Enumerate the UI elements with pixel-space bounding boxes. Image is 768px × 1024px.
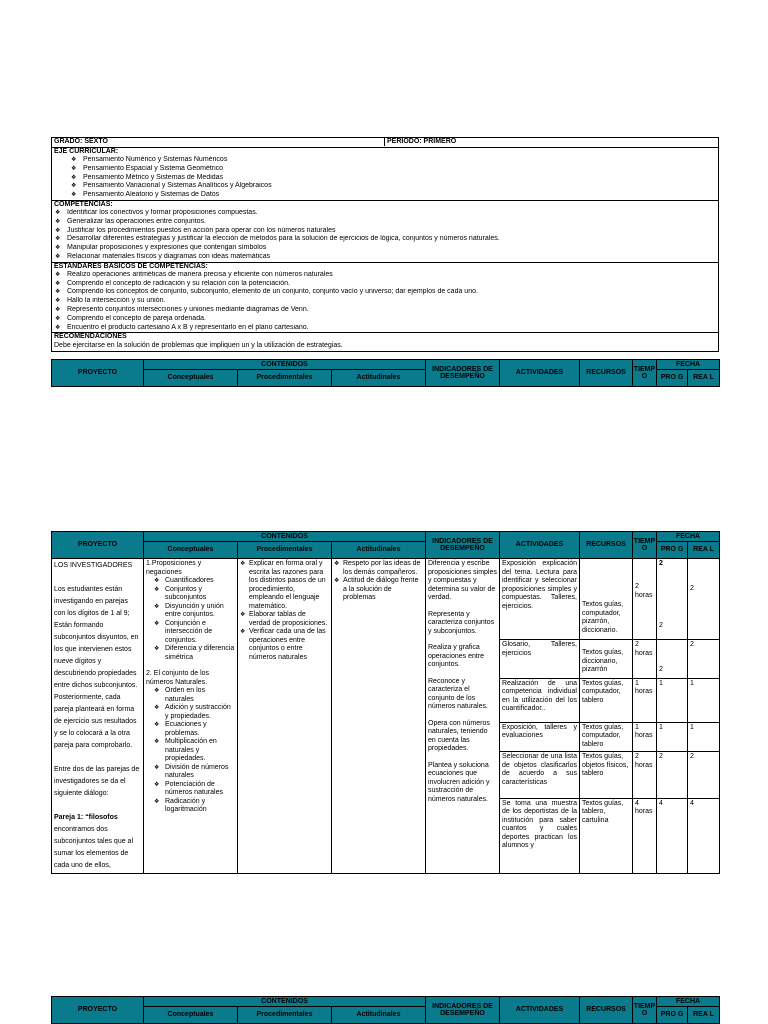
diamond-bullet-icon: ❖	[55, 253, 61, 260]
header-conceptuales: Conceptuales	[144, 1007, 238, 1024]
indicator-item: Diferencia y escribe proposiciones simples y compuestas y determina su valor de verdad.	[428, 560, 497, 601]
diamond-bullet-icon: ❖	[55, 315, 61, 322]
diamond-bullet-icon: ❖	[55, 271, 61, 278]
prog-cell: 4	[657, 798, 688, 873]
concept-list-1	[146, 577, 235, 662]
list-item: ❖ Actitud de diálogo frente a la solución de problemas	[334, 577, 423, 603]
time-cell: 2 horas	[633, 559, 657, 640]
list-item: ❖ Realizo operaciones aritméticas de manera precisa y eficiente con números naturales	[55, 270, 333, 278]
list-item: ❖ Orden en los naturales	[150, 687, 235, 704]
list-item: ❖ Identificar los conectivos y formar proposiciones compuestas.	[55, 208, 258, 216]
actitudinales-list	[334, 560, 423, 603]
project-description: Los estudiantes están investigando en parejas con los dígitos de 1 al 9; Están formando subconjuntos disyuntos, en los que intervienen estos nueve dígitos y descubriendo propiedades entre dichos subconjuntos. Posteriormente, cada pareja planteará en forma de ejercicio sus resultados y se lo colocará a la otra pareja para comprobarlo.	[54, 586, 139, 749]
competencias-section	[52, 200, 718, 262]
diamond-bullet-icon: ❖	[71, 165, 77, 172]
header-actitudinales: Actitudinales	[332, 542, 426, 559]
grade-row	[52, 138, 718, 147]
diamond-bullet-icon: ❖	[55, 227, 61, 234]
list-item: ❖ Conjunción e intersección de conjuntos.	[150, 620, 235, 646]
list-item: ❖ Radicación y logaritmación	[150, 798, 235, 815]
resource-cell: Textos guías, diccionario, pizarrón	[580, 640, 633, 678]
header-recursos: RECURSOS	[580, 532, 633, 559]
resource-cell: Textos guías, computador, tablero	[580, 678, 633, 722]
real-cell: 2	[688, 559, 720, 640]
list-item: ❖ Ecuaciones y problemas.	[150, 721, 235, 738]
concept-section-2: 2. El conjunto de los números Naturales.	[146, 670, 210, 686]
header-prog: PRO G	[657, 370, 688, 387]
resource-cell: Textos guías, objetos físicos, tablero	[580, 752, 633, 798]
prog-cell: 2	[657, 640, 688, 678]
project-title: LOS INVESTIGADORES	[54, 562, 133, 569]
list-item: ❖ Pensamiento Aleatorio y Sistemas de Datos	[71, 191, 220, 199]
plan-header-table-3	[51, 996, 720, 1024]
indicator-item: Opera con números naturales, teniendo en cuenta las propiedades.	[428, 719, 490, 752]
real-cell: 4	[688, 798, 720, 873]
diamond-bullet-icon: ❖	[55, 218, 61, 225]
header-actividades: ACTIVIDADES	[500, 532, 580, 559]
header-fecha: FECHA	[657, 532, 720, 542]
grade-label: GRADO: SEXTO	[52, 138, 385, 146]
header-actividades: ACTIVIDADES	[500, 997, 580, 1024]
header-actividades: ACTIVIDADES	[500, 360, 580, 387]
activity-cell: Realización de una competencia individual en la utilización del los cuantificador..	[500, 678, 580, 722]
header-proyecto: PROYECTO	[52, 532, 144, 559]
prog-cell: 1	[657, 722, 688, 751]
list-item: ❖ Pensamiento Numérico y Sistemas Numéricos	[71, 156, 228, 163]
estandares-section	[52, 262, 718, 333]
list-item: ❖ Desarrollar diferentes estrategias y justificar la elección de métodos para la solución de ejercicios de lógica, conjuntos y números naturales.	[55, 235, 500, 243]
indicator-item: Representa y caracteriza conjuntos y subconjuntos.	[428, 610, 495, 635]
header-indicadores: INDICADORES DE DESEMPEÑO	[426, 997, 500, 1024]
header-recursos: RECURSOS	[580, 997, 633, 1024]
header-conceptuales: Conceptuales	[144, 370, 238, 387]
header-procedimentales: Procedimentales	[238, 370, 332, 387]
period-label: PERIODO: PRIMERO	[387, 138, 457, 145]
prog-cell	[657, 559, 688, 640]
indicator-item: Realiza y grafica operaciones entre conjuntos.	[428, 644, 485, 668]
project-cell	[52, 559, 144, 874]
diamond-bullet-icon: ❖	[55, 209, 61, 216]
header-contenidos: CONTENIDOS	[144, 360, 426, 370]
info-table	[51, 137, 719, 352]
eje-title: EJE CURRICULAR:	[54, 148, 119, 155]
real-cell: 1	[688, 678, 720, 722]
header-procedimentales: Procedimentales	[238, 542, 332, 559]
list-item: ❖ Disyunción y unión entre conjuntos.	[150, 603, 235, 620]
activity-cell: Glosario, Talleres, ejercicios	[500, 640, 580, 678]
list-item: ❖ Hallo la intersección y su unión.	[55, 297, 166, 305]
prog-cell: 2	[657, 752, 688, 798]
activity-cell: Exposición explicación del tema. Lectura para identificar y seleccionar proposiciones simples y compuestas. Talleres, ejercicios.	[500, 559, 580, 640]
header-indicadores: INDICADORES DE DESEMPEÑO	[426, 360, 500, 387]
activity-cell: Exposición, talleres y evaluaciones	[500, 722, 580, 751]
real-cell: 2	[688, 752, 720, 798]
project-pair-label: Pareja 1: “filosofos	[54, 814, 118, 821]
list-item: ❖ Conjuntos y subconjuntos	[150, 586, 235, 603]
estandares-list	[54, 271, 716, 333]
header-tiempo: TIEMP O	[633, 532, 657, 559]
header-recursos: RECURSOS	[580, 360, 633, 387]
header-fecha: FECHA	[657, 997, 720, 1007]
diamond-bullet-icon: ❖	[71, 157, 77, 163]
list-item: ❖ Represento conjuntos intersecciones y uniones mediante diagramas de Venn.	[55, 305, 309, 313]
conceptuales-cell	[144, 559, 238, 874]
indicator-item: Plantea y soluciona ecuaciones que involucren adición y sustracción de números naturales.	[428, 761, 490, 803]
header-contenidos: CONTENIDOS	[144, 532, 426, 542]
real-cell: 2	[688, 640, 720, 678]
diamond-bullet-icon: ❖	[71, 192, 77, 199]
resource-cell: Textos guías, computador, pizarrón, diccionario.	[580, 559, 633, 640]
header-procedimentales: Procedimentales	[238, 1007, 332, 1024]
competencias-list	[54, 209, 716, 262]
indicator-item: Reconoce y caracteriza el conjunto de los números naturales.	[428, 677, 488, 710]
project-dialog-intro: Entre dos de las parejas de investigadores se da el siguiente diálogo:	[54, 766, 140, 797]
eje-list	[54, 156, 716, 200]
header-fecha: FECHA	[657, 360, 720, 370]
list-item: ❖ Respeto por las ideas de los demás compañeros.	[334, 560, 423, 577]
real-cell: 1	[688, 722, 720, 751]
prog-value-2: 2	[659, 621, 663, 629]
list-item: ❖ Encuentro el producto cartesiano A x B y representarlo en el plano cartesiano.	[55, 323, 309, 331]
competencias-title: COMPETENCIAS:	[54, 200, 113, 208]
activity-cell: Seleccionar de una lista de objetos clasificarlos de acuerdo a sus características	[500, 752, 580, 798]
list-item: ❖ Pensamiento Espacial y Sistema Geométrico	[71, 164, 224, 172]
header-prog: PRO G	[657, 542, 688, 559]
list-item: ❖ Pensamiento Métrico y Sistemas de Medidas	[71, 173, 224, 181]
resource-cell: Textos guías, tablero, cartulina	[580, 798, 633, 873]
activity-cell: Se toma una muestra de los deportistas de la institución para saber cuantos y cuales deportes practican los alumnos y	[500, 798, 580, 873]
procedimentales-list	[240, 560, 329, 662]
header-real: REA L	[688, 1007, 720, 1024]
diamond-bullet-icon: ❖	[55, 236, 61, 243]
list-item: ❖ Pensamiento Variacional y Sistemas Analíticos y Algebraicos	[71, 182, 272, 190]
diamond-bullet-icon: ❖	[55, 280, 61, 287]
list-item: ❖ Generalizar las operaciones entre conjuntos.	[55, 217, 206, 225]
list-item: ❖ Elaborar tablas de verdad de proposiciones.	[240, 611, 329, 628]
time-cell: 1 horas	[633, 722, 657, 751]
header-contenidos: CONTENIDOS	[144, 997, 426, 1007]
header-indicadores: INDICADORES DE DESEMPEÑO	[426, 532, 500, 559]
prog-value: 2	[659, 560, 663, 567]
header-real: REA L	[688, 370, 720, 387]
diamond-bullet-icon: ❖	[55, 289, 61, 296]
list-item: ❖ Potenciación de números naturales	[150, 781, 235, 798]
concept-list-2	[146, 687, 235, 815]
time-cell: 4 horas	[633, 798, 657, 873]
list-item: ❖ Comprendo el concepto de radicación y su relación con la potenciación.	[55, 279, 290, 287]
diamond-bullet-icon: ❖	[71, 174, 77, 181]
list-item: ❖ Verificar cada una de las operaciones entre conjuntos o entre números naturales	[240, 628, 329, 662]
header-tiempo: TIEMP O	[633, 997, 657, 1024]
time-cell: 1 horas	[633, 678, 657, 722]
diamond-bullet-icon: ❖	[55, 324, 61, 331]
list-item: ❖ Comprendo el concepto de pareja ordenada.	[55, 314, 206, 322]
plan-content-table	[51, 531, 720, 874]
plan-header-table-1	[51, 359, 720, 387]
actitudinales-cell	[332, 559, 426, 874]
list-item: ❖ Comprendo los conceptos de conjunto, subconjunto, elemento de un conjunto, conjunto vacío y universo; dar ejemplos de cada uno.	[55, 288, 478, 296]
time-cell: 2 horas	[633, 752, 657, 798]
eje-section	[52, 147, 718, 200]
list-item: ❖ Multiplicación en naturales y propiedades.	[150, 738, 235, 764]
header-tiempo: TIEMP O	[633, 360, 657, 387]
estandares-title: ESTANDARES BASICOS DE COMPETENCIAS:	[54, 262, 208, 270]
concept-section-1: 1.Proposiciones y negaciones	[146, 560, 202, 576]
list-item: ❖ División de números naturales	[150, 764, 235, 781]
time-cell: 2 horas	[633, 640, 657, 678]
diamond-bullet-icon: ❖	[71, 183, 77, 190]
resource-cell: Textos guías, computador, tablero	[580, 722, 633, 751]
diamond-bullet-icon: ❖	[55, 298, 61, 305]
prog-cell: 1	[657, 678, 688, 722]
list-item: ❖ Diferencia y diferencia simétrica	[150, 645, 235, 662]
header-proyecto: PROYECTO	[52, 360, 144, 387]
list-item: ❖ Relacionar materiales físicos y diagramas con ideas matemáticas	[55, 252, 271, 260]
list-item: ❖ Explicar en forma oral y escrita las razones para los distintos pasos de un procedimiento, empleando el lenguaje matemático.	[240, 560, 329, 611]
header-conceptuales: Conceptuales	[144, 542, 238, 559]
recomendaciones-text: Debe ejercitarse en la solución de problemas que impliquen un y la utilización de estrategias.	[54, 342, 343, 350]
list-item: ❖ Justificar los procedimientos puestos en acción para operar con los números naturales	[55, 226, 336, 234]
list-item: ❖ Cuantificadores	[150, 577, 235, 586]
procedimentales-cell	[238, 559, 332, 874]
diamond-bullet-icon: ❖	[55, 245, 61, 252]
project-pair-text: encontramos dos subconjuntos tales que al sumar los elementos de cada uno de ellos,	[54, 826, 133, 869]
header-actitudinales: Actitudinales	[332, 370, 426, 387]
header-prog: PRO G	[657, 1007, 688, 1024]
indicadores-cell	[426, 559, 500, 874]
header-actitudinales: Actitudinales	[332, 1007, 426, 1024]
diamond-bullet-icon: ❖	[55, 306, 61, 313]
header-real: REA L	[688, 542, 720, 559]
recomendaciones-section	[52, 332, 718, 351]
header-proyecto: PROYECTO	[52, 997, 144, 1024]
list-item: ❖ Adición y sustracción y propiedades.	[150, 704, 235, 721]
list-item: ❖ Manipular proposiciones y expresiones que contengan símbolos	[55, 244, 267, 252]
recomendaciones-title: RECOMENDACIONES	[54, 333, 127, 341]
